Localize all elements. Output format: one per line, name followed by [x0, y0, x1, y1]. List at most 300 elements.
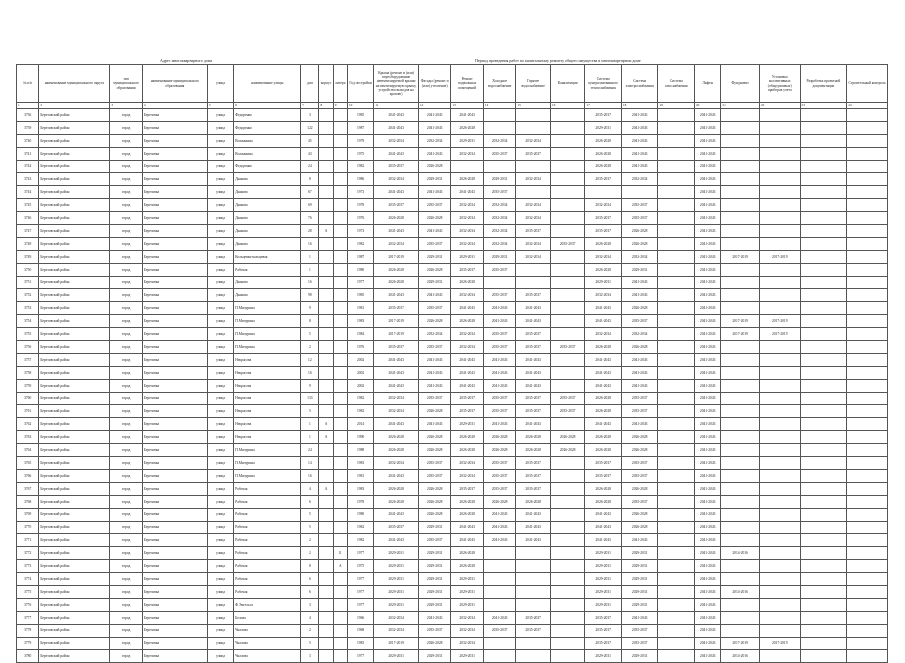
- table-cell: 3747: [17, 225, 39, 238]
- table-cell: улица: [207, 431, 233, 444]
- table-cell: [333, 405, 347, 418]
- table-cell: [319, 534, 333, 547]
- table-cell: 3767: [17, 482, 39, 495]
- table-cell: [721, 611, 760, 624]
- column-number-cell: 3: [110, 103, 142, 109]
- table-cell: город: [110, 585, 142, 598]
- table-cell: 2035-2037: [483, 469, 515, 482]
- table-cell: 2026-2028: [585, 495, 622, 508]
- table-cell: [847, 560, 888, 573]
- table-cell: 2041-2043: [694, 650, 720, 663]
- table-cell: 2032-2034: [451, 328, 483, 341]
- table-cell: [847, 225, 888, 238]
- table-cell: [333, 508, 347, 521]
- column-number-cell: 13: [451, 103, 483, 109]
- table-cell: 2029-2031: [451, 250, 483, 263]
- table-cell: улица: [207, 315, 233, 328]
- table-cell: 1980: [347, 263, 373, 276]
- table-cell: город: [110, 405, 142, 418]
- table-cell: 2017-2019: [721, 315, 760, 328]
- table-cell: 2032-2034: [374, 392, 419, 405]
- table-cell: 2017-2019: [759, 328, 800, 341]
- table-cell: город: [110, 457, 142, 470]
- table-cell: Белова: [234, 611, 301, 624]
- table-cell: 43: [301, 147, 319, 160]
- table-cell: город: [110, 392, 142, 405]
- table-cell: 3: [301, 109, 319, 122]
- table-cell: [319, 521, 333, 534]
- table-cell: [847, 173, 888, 186]
- table-cell: улица: [207, 353, 233, 366]
- table-cell: 2035-2037: [374, 199, 419, 212]
- table-cell: улица: [207, 186, 233, 199]
- table-cell: [658, 353, 695, 366]
- table-cell: 2035-2037: [550, 237, 585, 250]
- table-cell: [658, 482, 695, 495]
- table-cell: 2032-2034: [451, 225, 483, 238]
- table-cell: [721, 624, 760, 637]
- table-cell: 2041-2043: [585, 353, 622, 366]
- table-cell: 2026-2028: [374, 212, 419, 225]
- table-cell: 2026-2028: [374, 482, 419, 495]
- table-cell: [550, 534, 585, 547]
- table-cell: 2041-2043: [516, 379, 551, 392]
- table-cell: 3751: [17, 276, 39, 289]
- table-cell: 2041-2043: [374, 469, 419, 482]
- table-cell: 2014-2016: [721, 547, 760, 560]
- table-cell: [516, 547, 551, 560]
- table-cell: 2041-2043: [694, 160, 720, 173]
- table-row: [17, 431, 888, 444]
- table-cell: Березовский район: [39, 637, 110, 650]
- table-cell: [550, 263, 585, 276]
- table-cell: 2032-2034: [516, 237, 551, 250]
- table-cell: 5: [301, 328, 319, 341]
- table-cell: [333, 289, 347, 302]
- table-cell: 2035-2037: [516, 469, 551, 482]
- table-cell: [333, 160, 347, 173]
- table-cell: [319, 353, 333, 366]
- table-cell: 2029-2031: [418, 650, 450, 663]
- table-row: [17, 379, 888, 392]
- table-cell: [721, 225, 760, 238]
- table-cell: [800, 315, 847, 328]
- table-cell: улица: [207, 469, 233, 482]
- table-cell: 2026-2028: [451, 431, 483, 444]
- table-cell: [800, 328, 847, 341]
- table-cell: 3741: [17, 147, 39, 160]
- table-cell: город: [110, 315, 142, 328]
- table-cell: 2035-2037: [585, 624, 622, 637]
- table-cell: 2035-2037: [418, 624, 450, 637]
- table-cell: Березовка: [142, 521, 207, 534]
- table-cell: 2041-2043: [694, 573, 720, 586]
- table-row: [17, 160, 888, 173]
- table-cell: 2035-2037: [483, 457, 515, 470]
- table-cell: 2032-2034: [451, 212, 483, 225]
- table-cell: 2029-2031: [418, 276, 450, 289]
- table-cell: [721, 121, 760, 134]
- table-cell: 2026-2028: [418, 637, 450, 650]
- table-cell: 1977: [347, 585, 373, 598]
- table-cell: 2029-2031: [418, 250, 450, 263]
- table-cell: [319, 147, 333, 160]
- table-cell: [516, 573, 551, 586]
- table-cell: 1977: [347, 276, 373, 289]
- table-cell: 2029-2031: [451, 573, 483, 586]
- table-cell: [800, 379, 847, 392]
- table-cell: 2: [301, 624, 319, 637]
- table-cell: город: [110, 212, 142, 225]
- table-cell: [721, 366, 760, 379]
- table-cell: [319, 469, 333, 482]
- table-cell: 2041-2043: [694, 225, 720, 238]
- table-cell: 2026-2028: [585, 237, 622, 250]
- table-cell: [759, 276, 800, 289]
- table-cell: 2029-2031: [374, 585, 419, 598]
- table-cell: 2041-2043: [374, 186, 419, 199]
- table-cell: 2035-2037: [516, 225, 551, 238]
- table-cell: улица: [207, 199, 233, 212]
- table-cell: 2026-2028: [585, 431, 622, 444]
- table-cell: улица: [207, 341, 233, 354]
- table-cell: [721, 353, 760, 366]
- table-cell: Березовский район: [39, 508, 110, 521]
- table-cell: 2041-2043: [418, 418, 450, 431]
- table-cell: [721, 418, 760, 431]
- table-cell: [658, 418, 695, 431]
- table-cell: [658, 495, 695, 508]
- table-cell: [585, 186, 622, 199]
- table-cell: 2035-2037: [451, 405, 483, 418]
- table-cell: улица: [207, 585, 233, 598]
- table-cell: 2032-2034: [374, 611, 419, 624]
- table-row: [17, 134, 888, 147]
- table-cell: [759, 289, 800, 302]
- table-cell: [516, 263, 551, 276]
- table-cell: 2041-2043: [374, 109, 419, 122]
- table-cell: 2041-2043: [418, 186, 450, 199]
- table-cell: 1976: [347, 212, 373, 225]
- table-cell: Березовка: [142, 637, 207, 650]
- table-row: [17, 585, 888, 598]
- table-cell: 1986: [347, 173, 373, 186]
- table-cell: 2035-2037: [516, 147, 551, 160]
- table-cell: [759, 521, 800, 534]
- table-cell: улица: [207, 624, 233, 637]
- table-row: [17, 624, 888, 637]
- table-cell: [759, 341, 800, 354]
- table-cell: Чкалова: [234, 637, 301, 650]
- table-cell: Березовка: [142, 302, 207, 315]
- table-cell: [800, 121, 847, 134]
- table-cell: [759, 418, 800, 431]
- table-cell: [800, 650, 847, 663]
- table-cell: [847, 366, 888, 379]
- column-number-cell: 22: [759, 103, 800, 109]
- table-cell: улица: [207, 147, 233, 160]
- table-cell: 2029-2031: [451, 598, 483, 611]
- table-row: [17, 225, 888, 238]
- table-cell: [658, 160, 695, 173]
- table-cell: 2029-2031: [374, 650, 419, 663]
- header-cell: Система газоснабжения: [658, 65, 695, 103]
- table-cell: 2035-2037: [418, 392, 450, 405]
- table-cell: 2035-2037: [483, 405, 515, 418]
- table-cell: [800, 302, 847, 315]
- table-cell: [759, 495, 800, 508]
- table-cell: 2026-2028: [418, 431, 450, 444]
- table-cell: 2041-2043: [451, 109, 483, 122]
- table-cell: [658, 186, 695, 199]
- table-cell: [721, 237, 760, 250]
- table-cell: Березовка: [142, 392, 207, 405]
- table-cell: 2026-2028: [585, 134, 622, 147]
- table-cell: 2035-2037: [516, 482, 551, 495]
- table-cell: 2026-2028: [374, 263, 419, 276]
- table-cell: [516, 637, 551, 650]
- table-cell: [721, 341, 760, 354]
- table-cell: 2026-2028: [585, 444, 622, 457]
- table-cell: Волжанина: [234, 147, 301, 160]
- table-cell: 2041-2043: [694, 598, 720, 611]
- table-cell: 3740: [17, 134, 39, 147]
- table-cell: Березовский район: [39, 186, 110, 199]
- table-cell: [759, 624, 800, 637]
- table-cell: [658, 547, 695, 560]
- table-cell: город: [110, 560, 142, 573]
- table-cell: 2041-2043: [694, 495, 720, 508]
- table-cell: 3765: [17, 457, 39, 470]
- table-cell: 1: [301, 418, 319, 431]
- table-cell: Березовка: [142, 560, 207, 573]
- table-cell: Федоренко: [234, 109, 301, 122]
- table-cell: 2017-2019: [759, 250, 800, 263]
- table-cell: улица: [207, 134, 233, 147]
- table-cell: [800, 392, 847, 405]
- table-cell: 3769: [17, 508, 39, 521]
- table-cell: город: [110, 624, 142, 637]
- table-cell: 1982: [347, 160, 373, 173]
- table-cell: 2041-2043: [621, 379, 658, 392]
- table-cell: город: [110, 534, 142, 547]
- table-cell: 16: [301, 469, 319, 482]
- table-cell: 2041-2043: [418, 225, 450, 238]
- table-cell: 1987: [347, 121, 373, 134]
- table-cell: [550, 624, 585, 637]
- table-row: [17, 392, 888, 405]
- table-cell: город: [110, 341, 142, 354]
- table-cell: 2041-2043: [621, 121, 658, 134]
- table-cell: [319, 637, 333, 650]
- table-cell: Рабочая: [234, 547, 301, 560]
- table-cell: 2041-2043: [694, 134, 720, 147]
- table-cell: 2026-2028: [621, 508, 658, 521]
- table-cell: П.Мичурина: [234, 457, 301, 470]
- table-cell: [550, 637, 585, 650]
- table-cell: Волжанина: [234, 134, 301, 147]
- table-cell: [333, 495, 347, 508]
- table-cell: 2032-2034: [516, 212, 551, 225]
- table-cell: [847, 160, 888, 173]
- table-cell: [847, 134, 888, 147]
- table-cell: [319, 237, 333, 250]
- table-cell: 2002: [347, 366, 373, 379]
- header-cell: литера: [333, 65, 347, 103]
- table-cell: [721, 263, 760, 276]
- table-cell: [333, 263, 347, 276]
- table-cell: 2041-2043: [483, 508, 515, 521]
- table-cell: Березовка: [142, 186, 207, 199]
- table-cell: Березовка: [142, 353, 207, 366]
- table-cell: 2026-2028: [451, 508, 483, 521]
- table-cell: 1975: [347, 560, 373, 573]
- table-cell: 2032-2034: [451, 237, 483, 250]
- table-cell: 2029-2031: [374, 560, 419, 573]
- table-cell: 2035-2037: [483, 482, 515, 495]
- table-cell: [319, 560, 333, 573]
- table-cell: 24: [301, 160, 319, 173]
- table-cell: 5: [301, 521, 319, 534]
- table-cell: город: [110, 366, 142, 379]
- table-cell: [658, 199, 695, 212]
- table-cell: 1981: [347, 302, 373, 315]
- table-cell: 2029-2031: [418, 521, 450, 534]
- table-cell: 3775: [17, 585, 39, 598]
- table-cell: Березовка: [142, 405, 207, 418]
- table-cell: Березовский район: [39, 457, 110, 470]
- table-cell: Березовский район: [39, 315, 110, 328]
- table-cell: улица: [207, 392, 233, 405]
- table-cell: Березовский район: [39, 121, 110, 134]
- table-cell: 2032-2034: [621, 173, 658, 186]
- table-cell: город: [110, 547, 142, 560]
- table-cell: 2041-2043: [418, 353, 450, 366]
- table-cell: город: [110, 573, 142, 586]
- table-cell: 3778: [17, 624, 39, 637]
- table-cell: 2029-2031: [451, 418, 483, 431]
- column-number-cell: 14: [483, 103, 515, 109]
- table-cell: [550, 379, 585, 392]
- table-cell: [550, 521, 585, 534]
- table-cell: 2026-2028: [585, 160, 622, 173]
- table-cell: [658, 392, 695, 405]
- table-cell: 2035-2037: [451, 263, 483, 276]
- table-cell: Березовка: [142, 611, 207, 624]
- table-cell: [516, 276, 551, 289]
- header-row: [17, 65, 888, 103]
- table-cell: [721, 508, 760, 521]
- table-cell: Березовка: [142, 315, 207, 328]
- table-cell: 2035-2037: [550, 392, 585, 405]
- table-cell: город: [110, 495, 142, 508]
- table-cell: [483, 637, 515, 650]
- table-cell: 1982: [347, 534, 373, 547]
- table-cell: [658, 341, 695, 354]
- table-cell: Березовка: [142, 173, 207, 186]
- table-cell: 2026-2028: [451, 121, 483, 134]
- table-cell: [658, 405, 695, 418]
- table-cell: город: [110, 508, 142, 521]
- table-cell: [333, 237, 347, 250]
- table-cell: [800, 186, 847, 199]
- table-cell: 2026-2028: [418, 482, 450, 495]
- table-cell: [721, 173, 760, 186]
- table-cell: 24: [301, 444, 319, 457]
- table-cell: 2026-2028: [621, 444, 658, 457]
- table-cell: [721, 495, 760, 508]
- column-number-cell: 17: [585, 103, 622, 109]
- table-cell: 4: [301, 611, 319, 624]
- table-cell: [550, 173, 585, 186]
- table-cell: П.Мичурина: [234, 302, 301, 315]
- table-cell: 2041-2043: [483, 366, 515, 379]
- table-cell: 2041-2043: [694, 547, 720, 560]
- table-row: [17, 547, 888, 560]
- table-cell: 2041-2043: [516, 366, 551, 379]
- table-row: [17, 418, 888, 431]
- table-cell: город: [110, 521, 142, 534]
- table-cell: 1982: [347, 521, 373, 534]
- table-cell: Некрасова: [234, 431, 301, 444]
- table-cell: 2041-2043: [694, 418, 720, 431]
- table-cell: [800, 366, 847, 379]
- table-cell: 2041-2043: [374, 534, 419, 547]
- table-cell: 2041-2043: [483, 418, 515, 431]
- table-cell: [847, 534, 888, 547]
- table-cell: [800, 482, 847, 495]
- table-cell: 3777: [17, 611, 39, 624]
- table-cell: [658, 315, 695, 328]
- table-cell: [721, 379, 760, 392]
- table-cell: 2029-2031: [418, 585, 450, 598]
- header-cell: дом: [301, 65, 319, 103]
- table-cell: А: [333, 560, 347, 573]
- table-cell: 9: [301, 302, 319, 315]
- table-cell: Березовский район: [39, 328, 110, 341]
- table-cell: [721, 276, 760, 289]
- table-cell: 2032-2034: [374, 457, 419, 470]
- table-cell: [483, 585, 515, 598]
- table-cell: 2041-2043: [451, 379, 483, 392]
- table-cell: Некрасова: [234, 379, 301, 392]
- table-cell: Некрасова: [234, 366, 301, 379]
- table-cell: Дьякова: [234, 212, 301, 225]
- table-cell: [658, 276, 695, 289]
- table-cell: 6: [301, 495, 319, 508]
- table-cell: 2029-2031: [585, 276, 622, 289]
- table-cell: [658, 289, 695, 302]
- table-cell: 2041-2043: [483, 379, 515, 392]
- table-cell: Дьякова: [234, 276, 301, 289]
- table-cell: улица: [207, 508, 233, 521]
- table-cell: [800, 534, 847, 547]
- table-cell: [658, 469, 695, 482]
- table-cell: 4: [301, 482, 319, 495]
- table-cell: улица: [207, 444, 233, 457]
- table-cell: [658, 534, 695, 547]
- table-cell: 2026-2028: [550, 444, 585, 457]
- table-cell: Б: [333, 547, 347, 560]
- table-cell: Березовка: [142, 444, 207, 457]
- table-cell: 1979: [347, 134, 373, 147]
- table-cell: Чкалова: [234, 650, 301, 663]
- table-cell: 2035-2037: [516, 341, 551, 354]
- table-cell: 2035-2037: [621, 315, 658, 328]
- table-cell: Березовка: [142, 431, 207, 444]
- table-cell: 2035-2037: [483, 328, 515, 341]
- table-cell: 2041-2043: [451, 521, 483, 534]
